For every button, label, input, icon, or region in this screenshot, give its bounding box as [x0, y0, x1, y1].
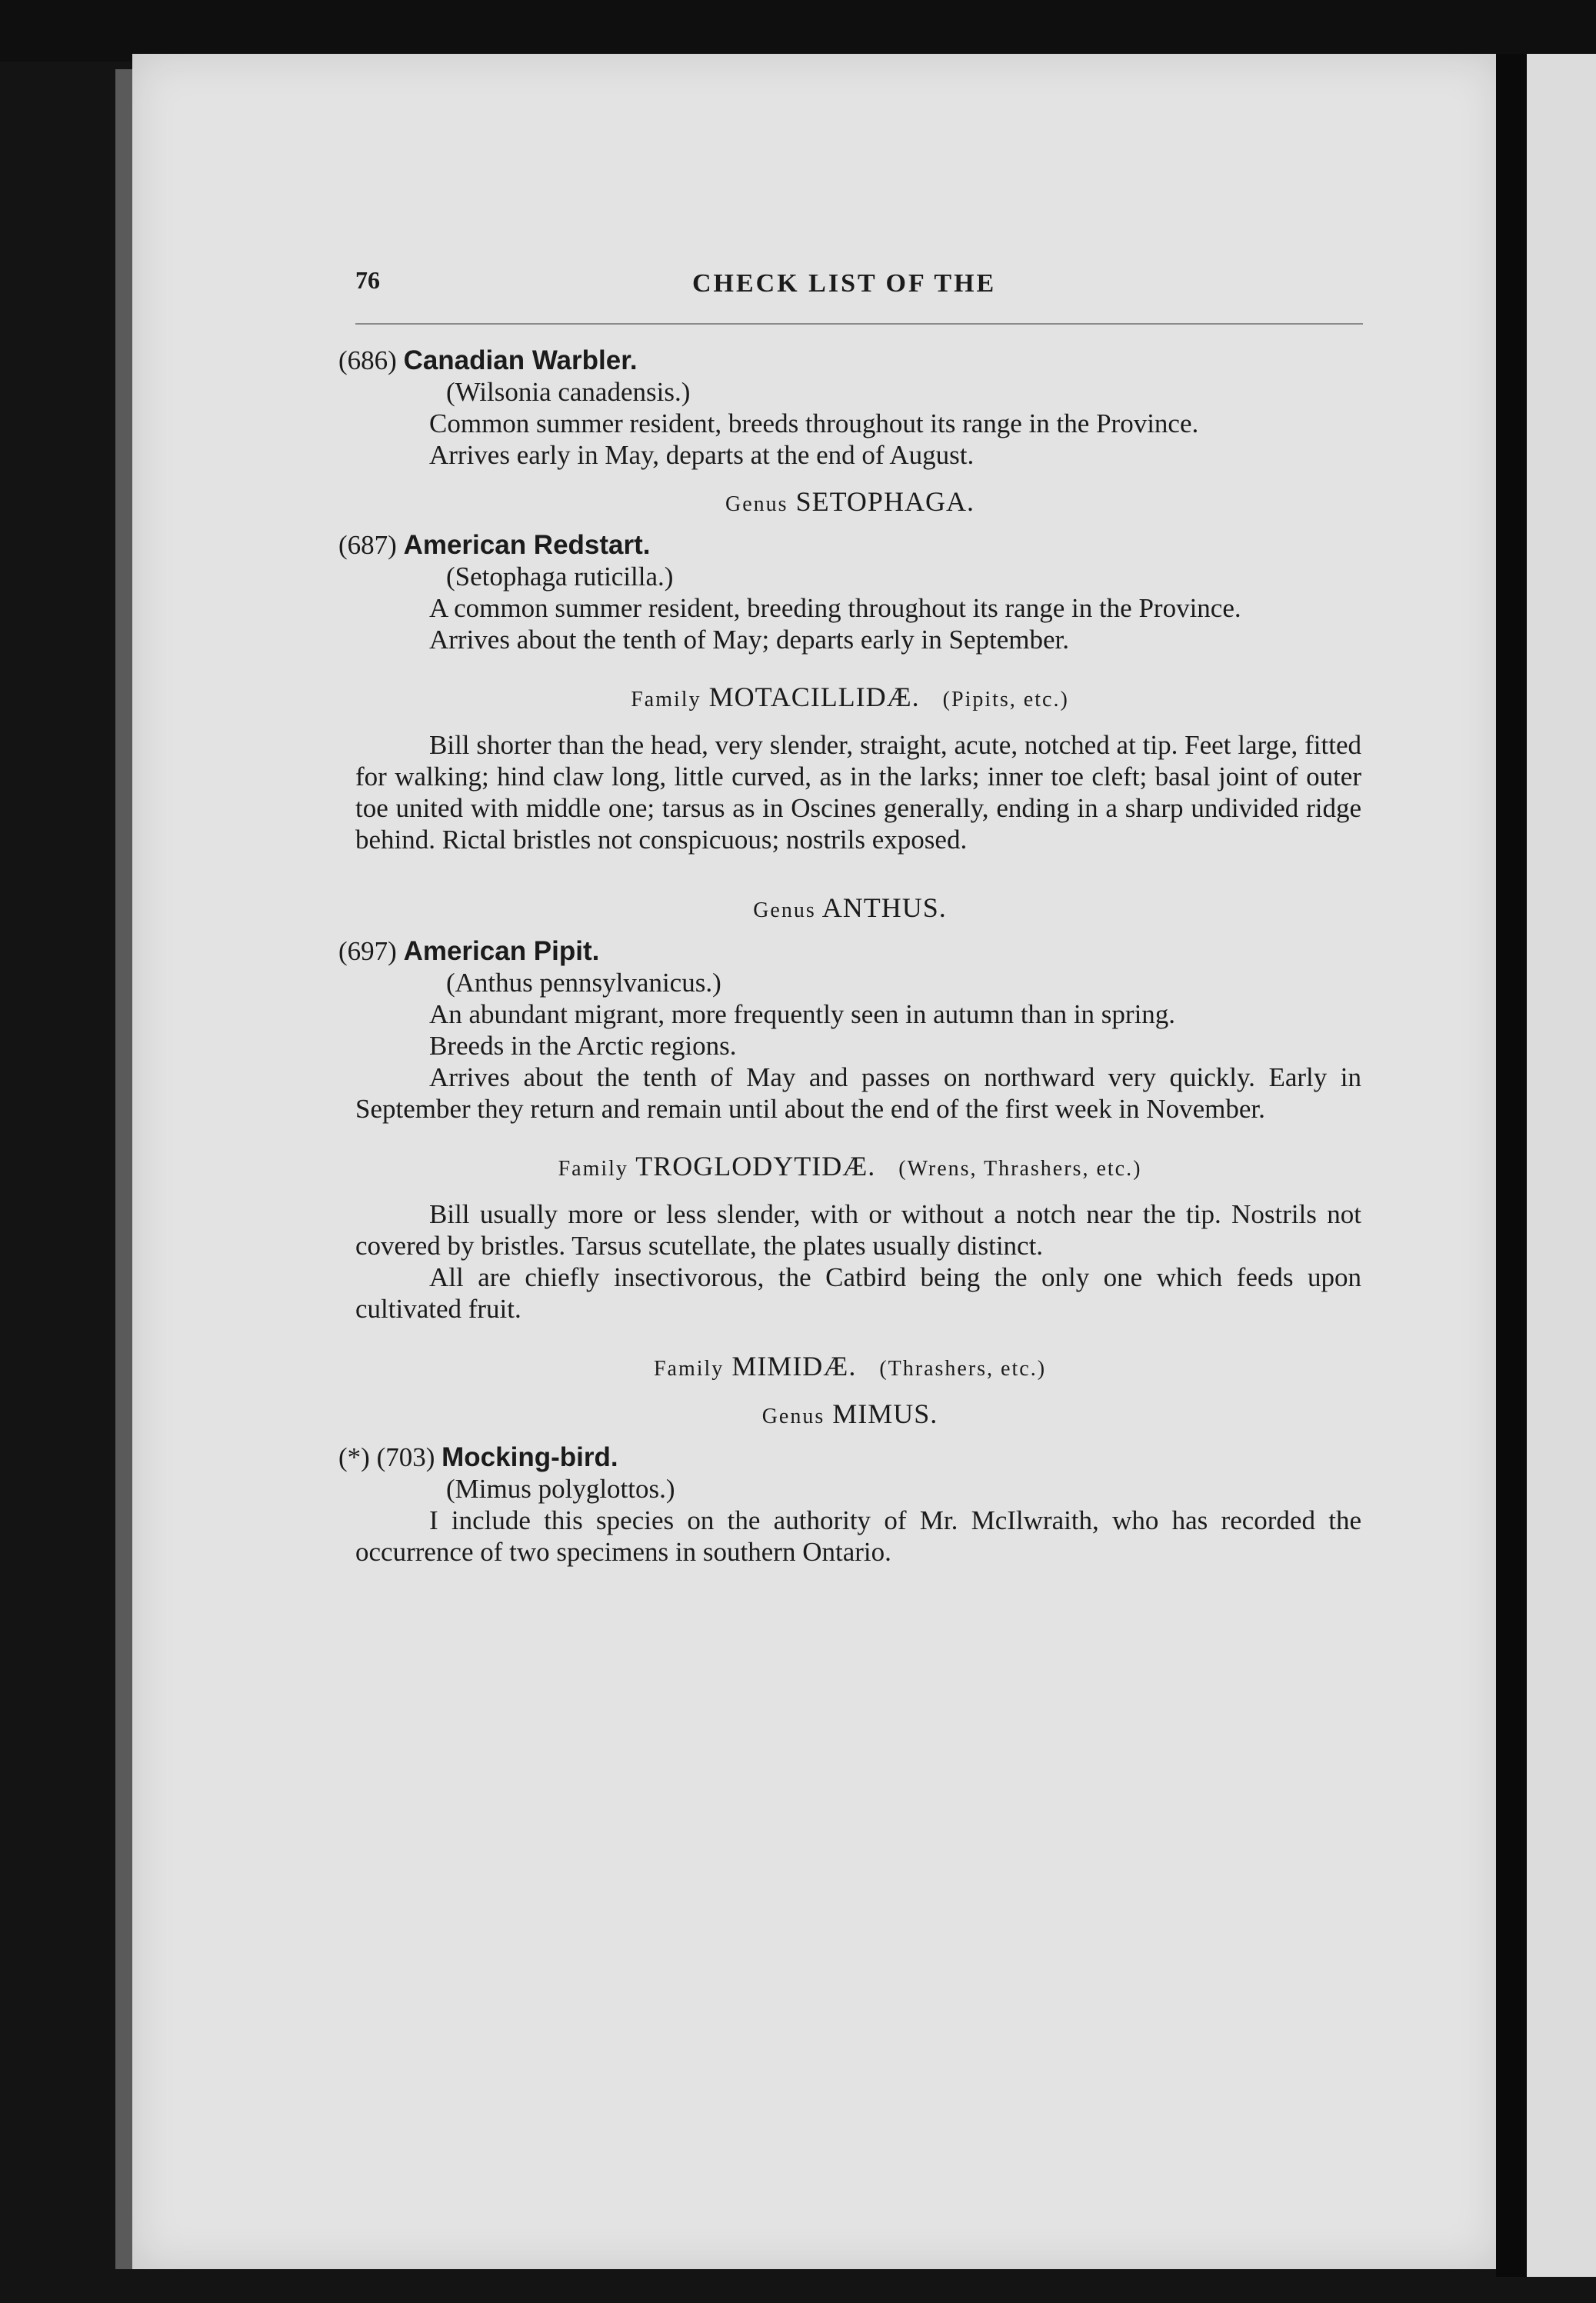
book-spine — [1496, 54, 1527, 2277]
species-name: American Redstart. — [403, 530, 651, 560]
species-text: Arrives about the tenth of May and passes on northward very quickly. Early in September they return and remain until about the end of the first week in November. — [355, 1062, 1361, 1124]
family-name: MOTACILLIDÆ. — [708, 682, 920, 712]
family-label: Family — [631, 688, 701, 712]
species-name: American Pipit. — [403, 936, 600, 966]
genus-label: Genus — [725, 492, 788, 516]
species-text: A common summer resident, breeding throughout its range in the Province. — [429, 593, 1241, 623]
species-entry-mocking-bird — [338, 1441, 1361, 1568]
family-heading — [338, 1351, 1361, 1385]
species-text: An abundant migrant, more frequently seen in autumn than in spring. — [429, 999, 1176, 1029]
family-description: Bill usually more or less slender, with or without a notch near the tip. Nostrils not covered by bristles. Tarsus scutellate, the plates usually distinct. — [355, 1199, 1361, 1261]
family-heading — [338, 1151, 1361, 1185]
family-label: Family — [558, 1157, 628, 1181]
family-name: MIMIDÆ. — [731, 1351, 857, 1381]
species-text: Arrives early in May, departs at the end of August. — [429, 440, 975, 470]
species-entry-american-redstart — [338, 529, 1361, 655]
latin-name: (Anthus pennsylvanicus.) — [446, 968, 721, 998]
family-common-name: (Wrens, Thrashers, etc.) — [898, 1157, 1142, 1181]
running-head — [338, 262, 1361, 308]
hypothetical-mark: (*) — [338, 1442, 370, 1472]
species-number: (686) — [338, 345, 397, 375]
page-number: 76 — [355, 266, 380, 294]
species-number: (703) — [376, 1442, 435, 1472]
species-entry-canadian-warbler — [338, 345, 1361, 471]
genus-heading — [338, 486, 1361, 520]
genus-heading — [338, 1398, 1361, 1432]
species-text: Arrives about the tenth of May; departs early in September. — [429, 625, 1069, 655]
species-heading — [338, 935, 1361, 967]
family-name: TROGLODYTIDÆ. — [635, 1151, 876, 1181]
species-text: Breeds in the Arctic regions. — [429, 1031, 737, 1061]
latin-name: (Setophaga ruticilla.) — [446, 562, 674, 592]
page-content — [338, 262, 1361, 1568]
species-entry-american-pipit — [338, 935, 1361, 1125]
species-number: (687) — [338, 530, 397, 560]
family-common-name: (Thrashers, etc.) — [879, 1357, 1047, 1381]
header-rule — [355, 323, 1363, 325]
species-heading — [338, 345, 1361, 376]
genus-heading — [338, 892, 1361, 926]
latin-name: (Mimus polyglottos.) — [446, 1474, 675, 1504]
genus-label: Genus — [753, 898, 816, 922]
family-description: Bill shorter than the head, very slender, straight, acute, notched at tip. Feet large, fitted for walking; hind claw long, little curved, as in the larks; inner toe cleft; basal joint of outer toe united with middle one; tarsus as in Oscines generally, ending in a sharp undivided ridge behind. Rictal bristles not conspicuous; nostrils exposed. — [355, 730, 1361, 855]
genus-label: Genus — [761, 1405, 825, 1428]
family-description: All are chiefly insectivorous, the Catbird being the only one which feeds upon cultivated fruit. — [355, 1262, 1361, 1324]
genus-name: MIMUS. — [832, 1398, 938, 1429]
species-text: I include this species on the authority of Mr. McIlwraith, who has recorded the occurrence of two specimens in southern Ontario. — [355, 1505, 1361, 1567]
running-head-title: CHECK LIST OF THE — [692, 269, 997, 298]
scan-border — [0, 0, 1596, 62]
family-heading — [338, 682, 1361, 715]
species-text: Common summer resident, breeds throughout its range in the Province. — [429, 408, 1199, 438]
species-heading — [338, 1441, 1361, 1473]
facing-page-edge — [1527, 54, 1596, 2277]
species-name: Canadian Warbler. — [403, 345, 638, 375]
species-name: Mocking-bird. — [441, 1442, 618, 1472]
family-common-name: (Pipits, etc.) — [942, 688, 1069, 712]
genus-name: ANTHUS. — [821, 892, 947, 923]
species-number: (697) — [338, 936, 397, 966]
genus-name: SETOPHAGA. — [795, 486, 975, 517]
latin-name: (Wilsonia canadensis.) — [446, 377, 691, 407]
species-heading — [338, 529, 1361, 561]
family-label: Family — [653, 1357, 725, 1381]
